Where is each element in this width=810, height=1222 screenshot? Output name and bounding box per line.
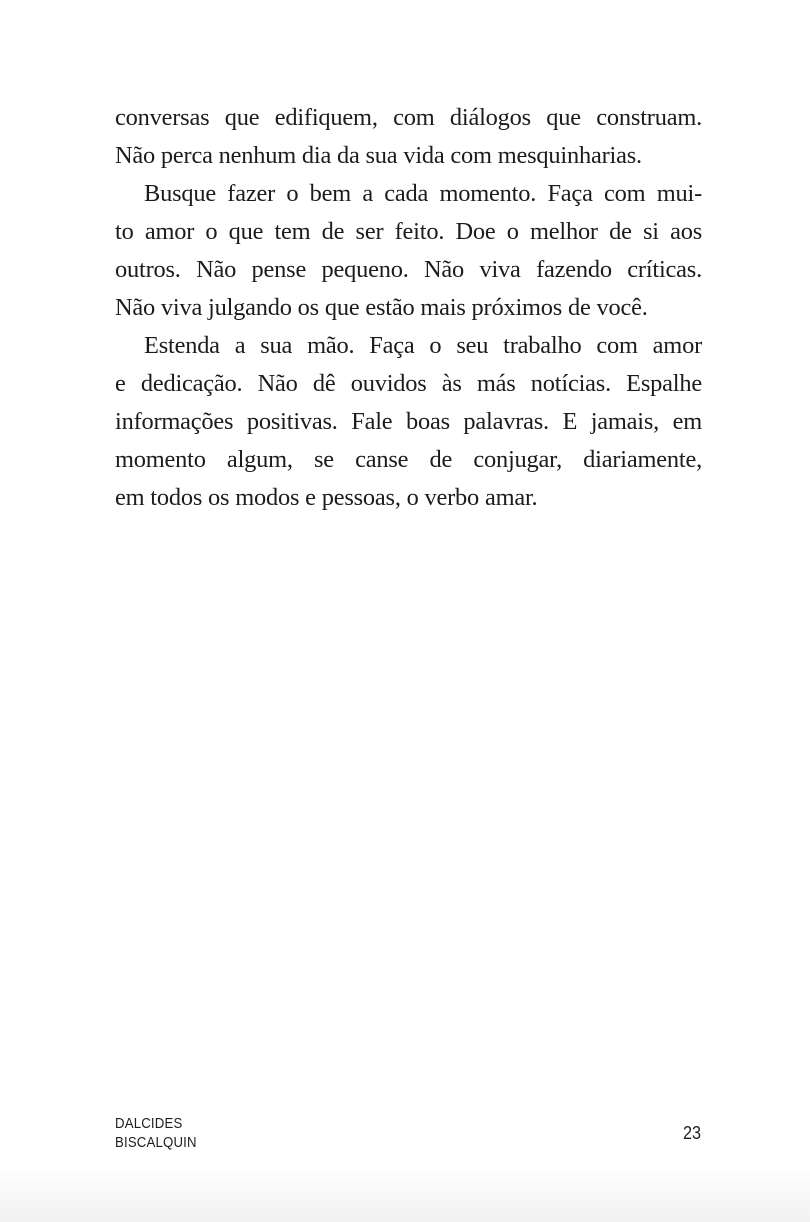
text-line: e dedicação. Não dê ouvidos às más notícias. Espalhe bbox=[115, 370, 702, 397]
author-first-name: DALCIDES bbox=[115, 1115, 183, 1132]
author-last-name: BISCALQUIN bbox=[115, 1134, 197, 1151]
text-line: momento algum, se canse de conjugar, diariamente, bbox=[115, 446, 702, 473]
text-line: conversas que edifiquem, com diálogos que construam. bbox=[115, 104, 702, 131]
text-line: to amor o que tem de ser feito. Doe o melhor de si aos bbox=[115, 218, 702, 245]
text-line: em todos os modos e pessoas, o verbo amar. bbox=[115, 484, 538, 511]
text-line: Não perca nenhum dia da sua vida com mesquinharias. bbox=[115, 142, 642, 169]
text-line: outros. Não pense pequeno. Não viva fazendo críticas. bbox=[115, 256, 702, 283]
text-line: informações positivas. Fale boas palavras. E jamais, em bbox=[115, 408, 702, 435]
text-line: Não viva julgando os que estão mais próximos de você. bbox=[115, 294, 648, 321]
body-text bbox=[115, 99, 702, 517]
text-line: Estenda a sua mão. Faça o seu trabalho com amor bbox=[144, 332, 702, 359]
text-line: Busque fazer o bem a cada momento. Faça com mui- bbox=[144, 180, 702, 207]
page-bottom-shade bbox=[0, 1162, 810, 1222]
footer-author bbox=[115, 1114, 197, 1152]
page-number: 23 bbox=[682, 1123, 701, 1143]
